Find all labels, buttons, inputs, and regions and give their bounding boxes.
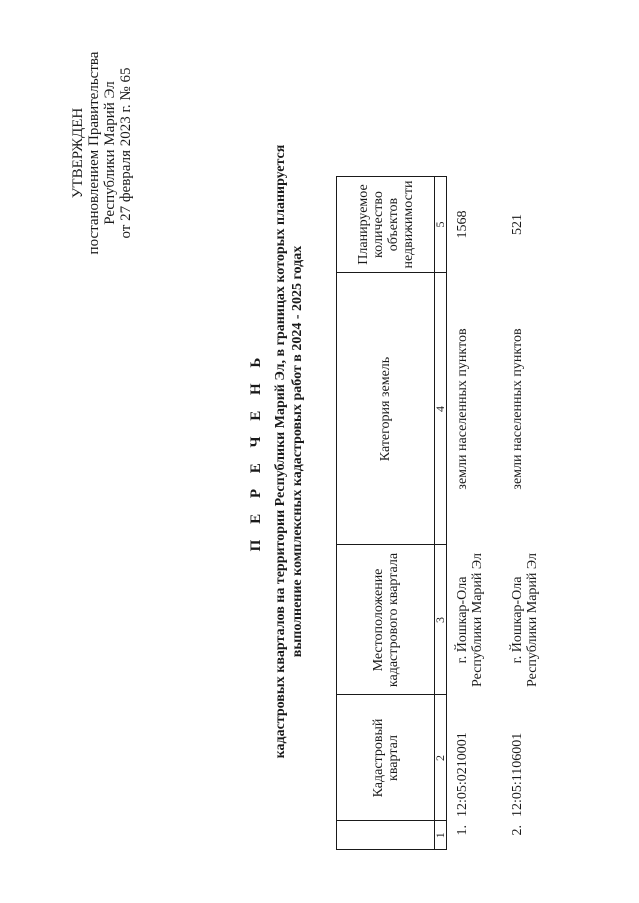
column-number: 4 <box>435 273 447 545</box>
header-location: Местоположение кадастрового квартала <box>337 545 435 695</box>
planned-quantity-cell: 1568 <box>455 210 470 239</box>
column-number-row <box>435 176 447 849</box>
header-land-category: Категория земель <box>337 273 435 545</box>
column-number: 5 <box>435 176 447 273</box>
location-cell: г. Йошкар-Ола Республики Марий Эл <box>455 553 485 687</box>
column-number: 2 <box>435 695 447 821</box>
row-number: 2. <box>509 825 525 836</box>
document-heading: П Е Р Е Ч Е Н Ь <box>248 351 264 552</box>
cadastral-quarter-cell: 12:05:1106001 <box>509 732 525 817</box>
approval-line-approved: УТВЕРЖДЕН <box>70 107 86 199</box>
header-index <box>337 821 435 850</box>
column-number: 3 <box>435 545 447 695</box>
approval-line-decree: постановлением Правительства <box>86 51 102 255</box>
approval-line-date: от 27 февраля 2023 г. № 65 <box>118 67 134 239</box>
table-header-row <box>337 176 435 849</box>
planned-quantity-cell: 521 <box>509 214 525 236</box>
land-category-cell: земли населенных пунктов <box>455 328 470 490</box>
cadastral-quarter-cell: 12:05:0210001 <box>455 732 470 817</box>
column-number: 1 <box>435 821 447 850</box>
location-cell: г. Йошкар-Ола Республики Марий Эл <box>509 553 540 687</box>
table-row <box>447 176 502 849</box>
cadastral-quarters-table <box>336 176 557 850</box>
subtitle-line-2: выполнение комплексных кадастровых работ в 2024 - 2025 годах <box>290 245 305 658</box>
row-number: 1. <box>455 825 470 836</box>
header-cadastral-quarter: Кадастровый квартал <box>337 695 435 821</box>
table-row <box>502 176 557 849</box>
approval-stamp <box>70 33 134 273</box>
approval-line-republic: Республики Марий Эл <box>102 81 118 225</box>
land-category-cell: земли населенных пунктов <box>509 328 525 490</box>
header-planned-quantity: Планируемое количество объектов недвижимости <box>337 176 435 273</box>
subtitle-line-1: кадастровых кварталов на территории Республики Марий Эл, в границах которых планируется <box>273 144 288 759</box>
document-subtitle <box>272 0 306 903</box>
